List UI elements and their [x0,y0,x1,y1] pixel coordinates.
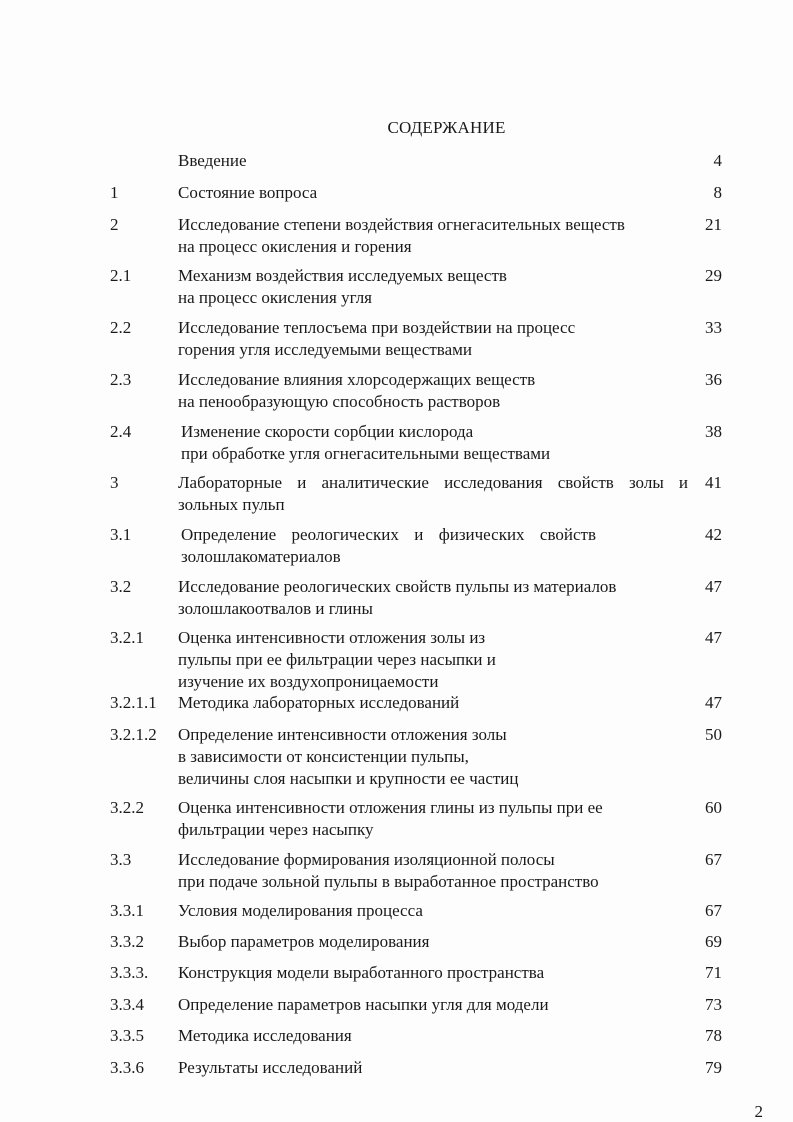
toc-number: 3 [110,473,119,492]
toc-page-number: 29 [705,266,722,285]
toc-number: 3.3.2 [110,932,144,951]
toc-title [178,962,690,984]
page-number: 2 [754,1102,763,1121]
toc-title-line: изучение их воздухопроницаемости [178,672,439,691]
toc-number: 3.2 [110,577,132,596]
toc-title-line: пульпы при ее фильтрации через насыпки и [178,650,496,669]
toc-number: 3.3.4 [110,995,144,1014]
toc-title [178,900,690,922]
toc-number: 3.3 [110,850,132,869]
toc-title-line: на пенообразующую способность растворов [178,392,501,411]
toc-title-line: Состояние вопроса [178,183,318,202]
toc-title-line: Определение параметров насыпки угля для модели [178,995,549,1014]
toc-title-line: Выбор параметров моделирования [178,932,430,951]
toc-title-line: Оценка интенсивности отложения глины из пульпы при ее [178,798,603,817]
toc-page-number: 47 [705,628,722,647]
toc-page-number: 50 [705,725,722,744]
toc-title [178,265,690,309]
toc-title-line: Введение [178,151,247,170]
toc-title-line: Механизм воздействия исследуемых веществ [178,266,507,285]
toc-page-number: 47 [705,577,722,596]
toc-title-line: Методика лабораторных исследований [178,693,460,712]
toc-title-line: горения угля исследуемыми веществами [178,340,472,359]
toc-page-number: 4 [713,151,722,170]
page-title: СОДЕРЖАНИЕ [387,118,506,137]
toc-title [178,931,690,953]
toc-title-line: Исследование степени воздействия огнегасительных веществ [178,215,625,234]
toc-page-number: 33 [705,318,722,337]
toc-title [178,849,690,893]
toc-page-number: 69 [705,932,722,951]
toc-title [178,369,690,413]
toc-title [178,1025,690,1047]
toc-number: 3.2.1.2 [110,725,157,744]
toc-page-number: 21 [705,215,722,234]
toc-title [178,182,690,204]
toc-number: 2.2 [110,318,132,337]
toc-title-line: Исследование формирования изоляционной полосы [178,850,555,869]
toc-title-line: зольных пульп [178,495,285,514]
toc-number: 3.3.1 [110,901,144,920]
toc-page-number: 71 [705,963,722,982]
toc-title [178,627,690,693]
toc-title-line: Результаты исследований [178,1058,363,1077]
toc-page-number: 67 [705,850,722,869]
toc-title-line: Методика исследования [178,1026,352,1045]
toc-title [178,317,690,361]
toc-page-number: 38 [705,422,722,441]
toc-page-number: 42 [705,525,722,544]
toc-page-number: 78 [705,1026,722,1045]
toc-title-line: величины слоя насыпки и крупности ее частиц [178,769,519,788]
toc-title-line: в зависимости от консистенции пульпы, [178,747,469,766]
toc-title [178,797,690,841]
toc-number: 1 [110,183,119,202]
toc-title-line: Условия моделирования процесса [178,901,423,920]
toc-number: 2.1 [110,266,132,285]
toc-title-line: на процесс окисления угля [178,288,373,307]
toc-page-number: 73 [705,995,722,1014]
toc-page-number: 47 [705,693,722,712]
toc-number: 3.2.1.1 [110,693,157,712]
toc-title-line: при обработке угля огнегасительными веществами [181,444,551,463]
toc-page-number: 8 [713,183,722,202]
toc-page-number: 60 [705,798,722,817]
toc-title [178,150,690,172]
toc-title-line: Исследование теплосъема при воздействии на процесс [178,318,576,337]
toc-number: 3.3.6 [110,1058,144,1077]
toc-title-line: Исследование реологических свойств пульпы из материалов [178,577,617,596]
toc-title-line: Определение реологических и физических свойств [181,525,596,544]
toc-title-line: при подаче зольной пульпы в выработанное пространство [178,872,599,891]
toc-number: 3.2.1 [110,628,144,647]
toc-title [181,524,596,568]
toc-title [178,472,688,516]
toc-title [178,724,690,790]
toc-title [178,214,690,258]
toc-title-line: Лабораторные и аналитические исследования свойств золы и [178,473,688,492]
toc-title [178,1057,690,1079]
toc-title-line: фильтрации через насыпку [178,820,374,839]
toc-page-number: 79 [705,1058,722,1077]
toc-title-line: Конструкция модели выработанного пространства [178,963,545,982]
toc-page-number: 67 [705,901,722,920]
toc-page-number: 41 [705,473,722,492]
toc-title-line: на процесс окисления и горения [178,237,412,256]
toc-title-line: Оценка интенсивности отложения золы из [178,628,486,647]
toc-number: 2.4 [110,422,132,441]
toc-page-number: 36 [705,370,722,389]
toc-title-line: золошлакоматериалов [181,547,341,566]
toc-title [178,994,690,1016]
toc-number: 2 [110,215,119,234]
toc-title-line: Определение интенсивности отложения золы [178,725,507,744]
toc-number: 3.2.2 [110,798,144,817]
toc-title-line: Исследование влияния хлорсодержащих веществ [178,370,536,389]
toc-number: 3.3.3. [110,963,149,982]
toc-title [178,576,690,620]
toc-title [178,692,690,714]
toc-title-line: Изменение скорости сорбции кислорода [181,422,474,441]
toc-title-line: золошлакоотвалов и глины [178,599,373,618]
toc-number: 3.1 [110,525,132,544]
toc-title [181,421,693,465]
toc-number: 2.3 [110,370,132,389]
toc-number: 3.3.5 [110,1026,144,1045]
